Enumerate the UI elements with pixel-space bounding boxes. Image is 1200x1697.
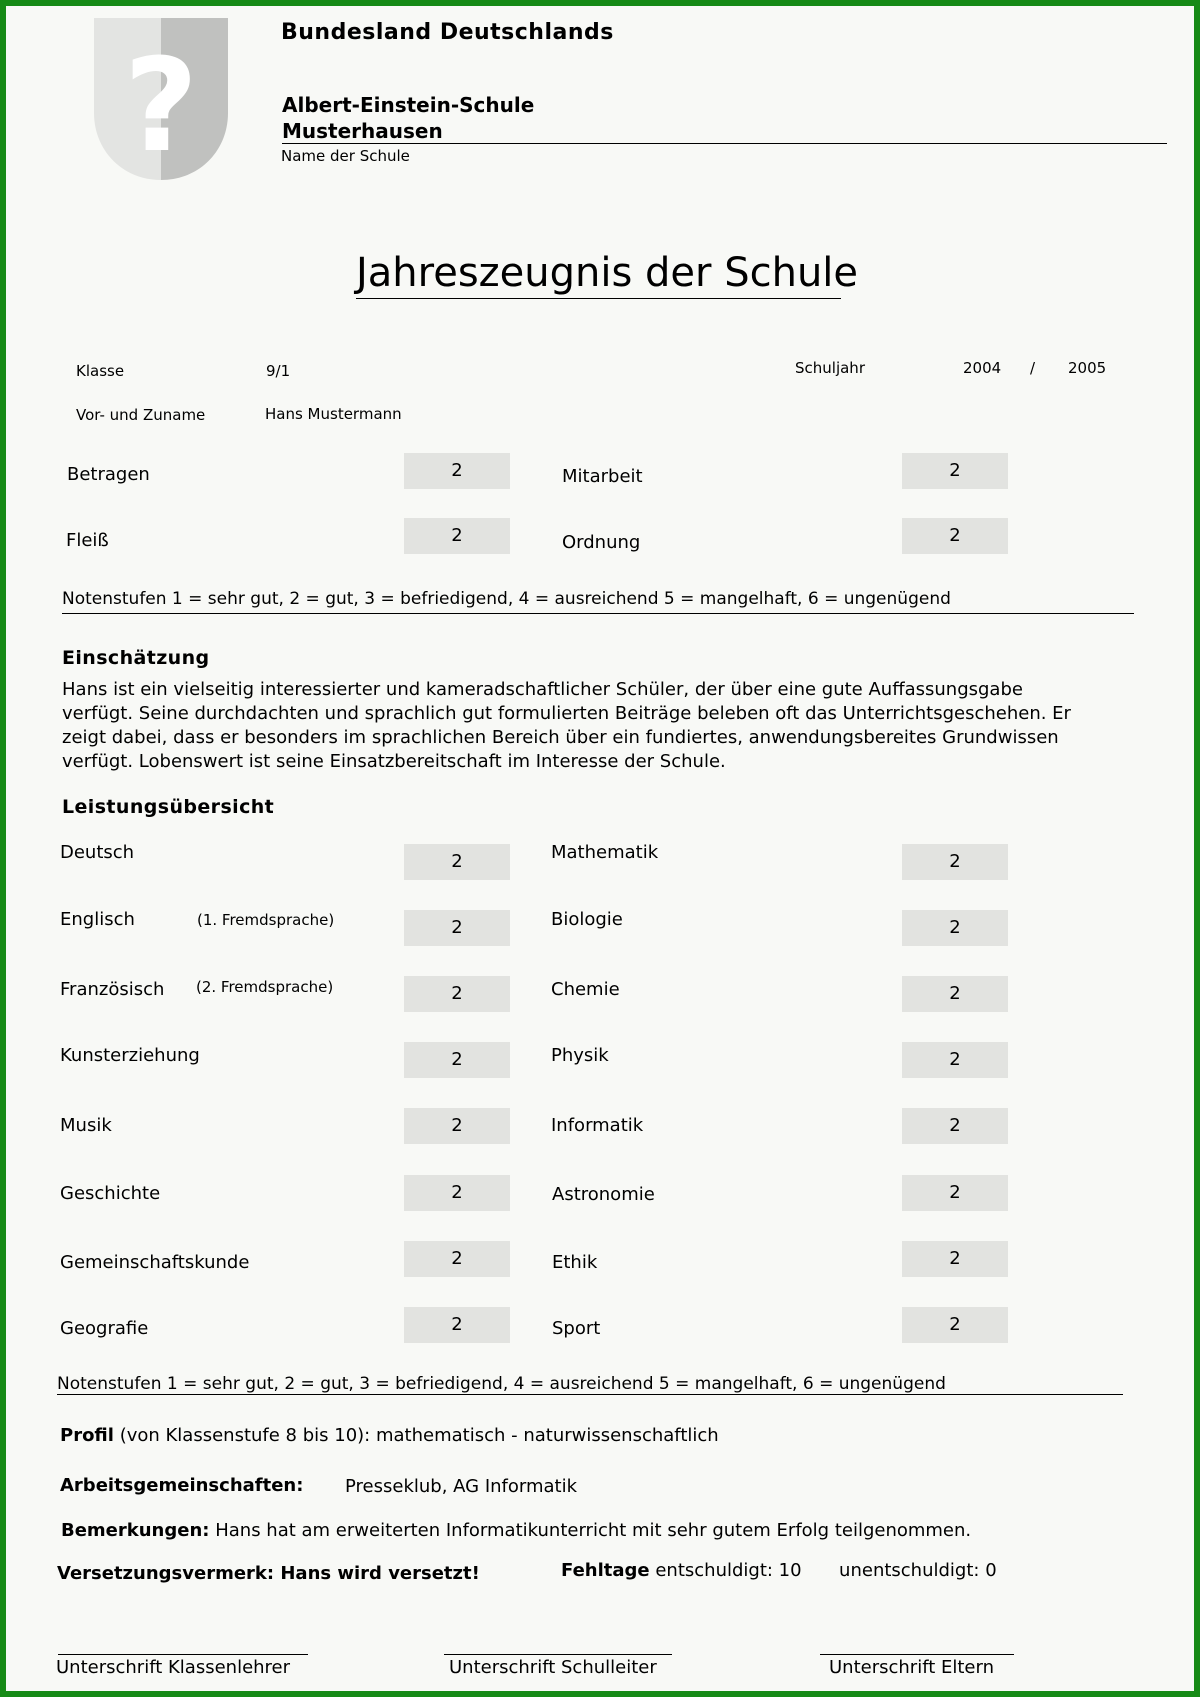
- grade-box: 2: [902, 1307, 1008, 1343]
- name-label: Vor- und Zuname: [76, 406, 206, 424]
- grade-box: 2: [404, 1042, 510, 1078]
- grade-box: 2: [404, 518, 510, 554]
- class-value: 9/1: [266, 362, 291, 380]
- subject-sport: Sport: [552, 1318, 601, 1339]
- performance-heading: Leistungsübersicht: [62, 796, 275, 818]
- absence-row: [561, 1560, 997, 1581]
- subject-geschichte: Geschichte: [60, 1183, 161, 1204]
- school-name-underline: [282, 143, 1167, 144]
- assessment-line: Hans ist ein vielseitig interessierter und kameradschaftlicher Schüler, der über eine gute Auffassungsgabe: [62, 679, 1023, 700]
- school-name-caption: Name der Schule: [281, 147, 410, 165]
- signature-label-teacher: Unterschrift Klassenlehrer: [56, 1657, 291, 1678]
- absence-excused: entschuldigt: 10: [655, 1560, 802, 1581]
- behavior-label-mitarbeit: Mitarbeit: [562, 466, 643, 487]
- signature-line-principal: [444, 1654, 672, 1655]
- absence-unexcused: unentschuldigt: 0: [839, 1560, 997, 1581]
- grade-box: 2: [902, 910, 1008, 946]
- school-crest-icon: [94, 18, 228, 180]
- grade-box: 2: [902, 518, 1008, 554]
- grading-legend: Notenstufen 1 = sehr gut, 2 = gut, 3 = befriedigend, 4 = ausreichend 5 = mangelhaft, 6 = ungenügend: [62, 589, 951, 609]
- grade-box: 2: [404, 453, 510, 489]
- school-year-label: Schuljahr: [795, 359, 865, 377]
- legend-underline-2: [57, 1394, 1123, 1395]
- subject-englisch: Englisch: [60, 909, 135, 930]
- remarks-label: Bemerkungen:: [61, 1520, 210, 1541]
- grade-box: 2: [902, 1042, 1008, 1078]
- subject-kunsterziehung: Kunsterziehung: [60, 1045, 200, 1066]
- subject-geografie: Geografie: [60, 1318, 149, 1339]
- subject-franzoesisch: Französisch: [60, 979, 165, 1000]
- school-year-to: 2005: [1068, 359, 1107, 377]
- grade-box: 2: [404, 976, 510, 1012]
- assessment-line: verfügt. Lobenswert ist seine Einsatzbereitschaft im Interesse der Schule.: [62, 751, 726, 772]
- subject-biologie: Biologie: [551, 909, 623, 930]
- assessment-line: zeigt dabei, dass er besonders im sprachlichen Bereich über ein fundiertes, anwendungsbereites Grundwissen: [62, 727, 1059, 748]
- subject-informatik: Informatik: [551, 1115, 644, 1136]
- remarks-value: Hans hat am erweiterten Informatikunterricht mit sehr gutem Erfolg teilgenommen.: [215, 1520, 972, 1541]
- grade-box: 2: [404, 844, 510, 880]
- grade-box: 2: [404, 1175, 510, 1211]
- grade-box: 2: [404, 1241, 510, 1277]
- grade-box: 2: [902, 1108, 1008, 1144]
- name-value: Hans Mustermann: [265, 405, 402, 423]
- legend-underline: [62, 613, 1134, 614]
- subject-deutsch: Deutsch: [60, 842, 135, 863]
- profile-row: [60, 1425, 719, 1446]
- grade-box: 2: [404, 1307, 510, 1343]
- grade-box: 2: [404, 910, 510, 946]
- promotion-note: Versetzungsvermerk: Hans wird versetzt!: [57, 1563, 480, 1584]
- signature-line-teacher: [58, 1654, 308, 1655]
- school-name-line2: Musterhausen: [282, 119, 443, 143]
- subject-gemeinschaftskunde: Gemeinschaftskunde: [60, 1252, 250, 1273]
- grade-box: 2: [902, 1241, 1008, 1277]
- subject-note-franzoesisch: (2. Fremdsprache): [196, 978, 334, 996]
- grade-box: 2: [902, 1175, 1008, 1211]
- school-name-line1: Albert-Einstein-Schule: [282, 93, 535, 117]
- profile-value: (von Klassenstufe 8 bis 10): mathematisch - naturwissenschaftlich: [119, 1425, 719, 1446]
- assessment-text: [62, 678, 1112, 774]
- grade-box: 2: [902, 844, 1008, 880]
- crest-symbol: ?: [123, 32, 199, 180]
- subject-note-englisch: (1. Fremdsprache): [197, 911, 335, 929]
- state-name: Bundesland Deutschlands: [281, 20, 614, 45]
- behavior-label-fleiss: Fleiß: [66, 530, 109, 551]
- document-title: Jahreszeugnis der Schule: [356, 250, 859, 296]
- subject-chemie: Chemie: [551, 979, 620, 1000]
- behavior-label-ordnung: Ordnung: [562, 532, 641, 553]
- signature-label-parents: Unterschrift Eltern: [829, 1657, 994, 1678]
- grade-box: 2: [404, 1108, 510, 1144]
- assessment-line: verfügt. Seine durchdachten und sprachlich gut formulierten Beiträge beleben oft das Unterrichtsgeschehen. Er: [62, 703, 1071, 724]
- school-name: [282, 92, 534, 144]
- grade-box: 2: [902, 976, 1008, 1012]
- title-underline: [356, 298, 841, 299]
- subject-musik: Musik: [60, 1115, 112, 1136]
- class-label: Klasse: [76, 362, 125, 380]
- school-year-separator: /: [1030, 359, 1036, 377]
- clubs-label: Arbeitsgemeinschaften:: [60, 1475, 304, 1496]
- signature-label-principal: Unterschrift Schulleiter: [449, 1657, 657, 1678]
- subject-astronomie: Astronomie: [552, 1184, 655, 1205]
- subject-physik: Physik: [551, 1045, 609, 1066]
- assessment-heading: Einschätzung: [62, 647, 210, 669]
- clubs-value: Presseklub, AG Informatik: [345, 1476, 578, 1497]
- remarks-row: [61, 1520, 971, 1541]
- school-year-from: 2004: [963, 359, 1002, 377]
- signature-line-parents: [820, 1654, 1014, 1655]
- absence-label: Fehltage: [561, 1560, 650, 1581]
- profile-label: Profil: [60, 1425, 114, 1446]
- grading-legend-2: Notenstufen 1 = sehr gut, 2 = gut, 3 = befriedigend, 4 = ausreichend 5 = mangelhaft, 6 = ungenügend: [57, 1374, 946, 1394]
- behavior-label-betragen: Betragen: [67, 464, 150, 485]
- subject-ethik: Ethik: [552, 1252, 598, 1273]
- grade-box: 2: [902, 453, 1008, 489]
- subject-mathematik: Mathematik: [551, 842, 659, 863]
